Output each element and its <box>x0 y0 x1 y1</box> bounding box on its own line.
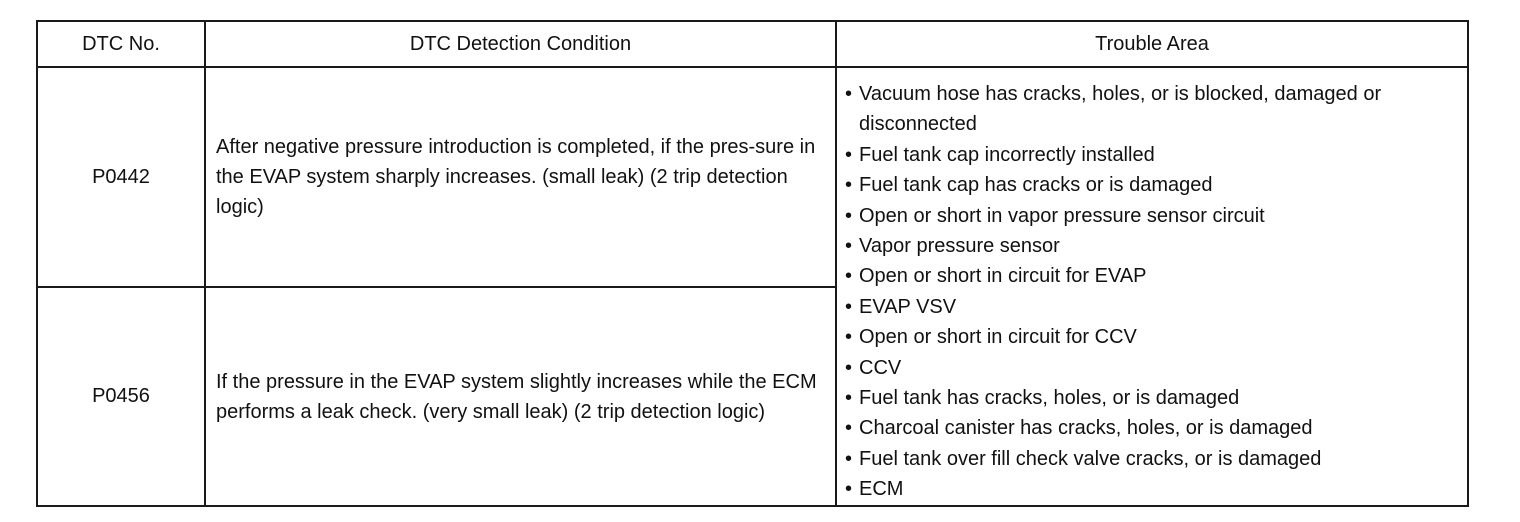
bullet-icon: • <box>845 83 853 105</box>
trouble-area-list <box>845 79 1459 505</box>
trouble-area-text: ECM <box>859 478 904 501</box>
list-item <box>845 261 1459 291</box>
bullet-icon: • <box>845 204 853 227</box>
trouble-area-text: EVAP VSV <box>859 295 957 318</box>
list-item <box>845 201 1459 231</box>
trouble-area-cell <box>836 67 1468 506</box>
list-item <box>845 383 1459 413</box>
list-item <box>845 231 1459 261</box>
trouble-area-text: CCV <box>859 356 902 379</box>
trouble-area-text: Open or short in circuit for CCV <box>859 326 1137 349</box>
trouble-area-text: Fuel tank cap incorrectly installed <box>859 143 1155 166</box>
bullet-icon: • <box>845 417 853 440</box>
header-detection-condition: DTC Detection Condition <box>205 21 836 67</box>
table-row <box>37 67 1468 287</box>
list-item <box>845 444 1459 474</box>
bullet-icon: • <box>845 174 853 197</box>
list-item <box>845 140 1459 170</box>
trouble-area-text: Vapor pressure sensor <box>859 235 1060 258</box>
dtc-code: P0442 <box>37 67 205 287</box>
detection-condition: After negative pressure introduction is completed, if the pres-sure in the EVAP system sharply increases. (small leak) (2 trip detection logic) <box>205 67 836 287</box>
trouble-area-text: Vacuum hose has cracks, holes, or is blocked, damaged or disconnected <box>859 83 1382 136</box>
bullet-icon: • <box>845 478 853 501</box>
bullet-icon: • <box>845 295 853 318</box>
list-item <box>845 474 1459 504</box>
bullet-icon: • <box>845 326 853 349</box>
trouble-area-text: Fuel tank has cracks, holes, or is damaged <box>859 387 1240 410</box>
bullet-icon: • <box>845 356 853 379</box>
header-dtc-no: DTC No. <box>37 21 205 67</box>
bullet-icon: • <box>845 235 853 258</box>
dtc-code: P0456 <box>37 287 205 505</box>
table-header-row <box>37 21 1468 67</box>
list-item <box>845 79 1459 140</box>
bullet-icon: • <box>845 265 853 288</box>
trouble-area-text: Charcoal canister has cracks, holes, or is damaged <box>859 417 1313 440</box>
list-item <box>845 170 1459 200</box>
header-trouble-area: Trouble Area <box>836 21 1468 67</box>
dtc-table <box>36 20 1469 507</box>
bullet-icon: • <box>845 143 853 166</box>
trouble-area-text: Fuel tank cap has cracks or is damaged <box>859 174 1213 197</box>
trouble-area-text: Open or short in circuit for EVAP <box>859 265 1147 288</box>
trouble-area-text: Fuel tank over fill check valve cracks, or is damaged <box>859 447 1322 470</box>
trouble-area-text: Open or short in vapor pressure sensor circuit <box>859 204 1265 227</box>
list-item <box>845 292 1459 322</box>
list-item <box>845 413 1459 443</box>
list-item <box>845 322 1459 352</box>
bullet-icon: • <box>845 387 853 410</box>
detection-condition: If the pressure in the EVAP system slightly increases while the ECM performs a leak check. (very small leak) (2 trip detection logic) <box>205 287 836 505</box>
list-item <box>845 353 1459 383</box>
bullet-icon: • <box>845 447 853 470</box>
